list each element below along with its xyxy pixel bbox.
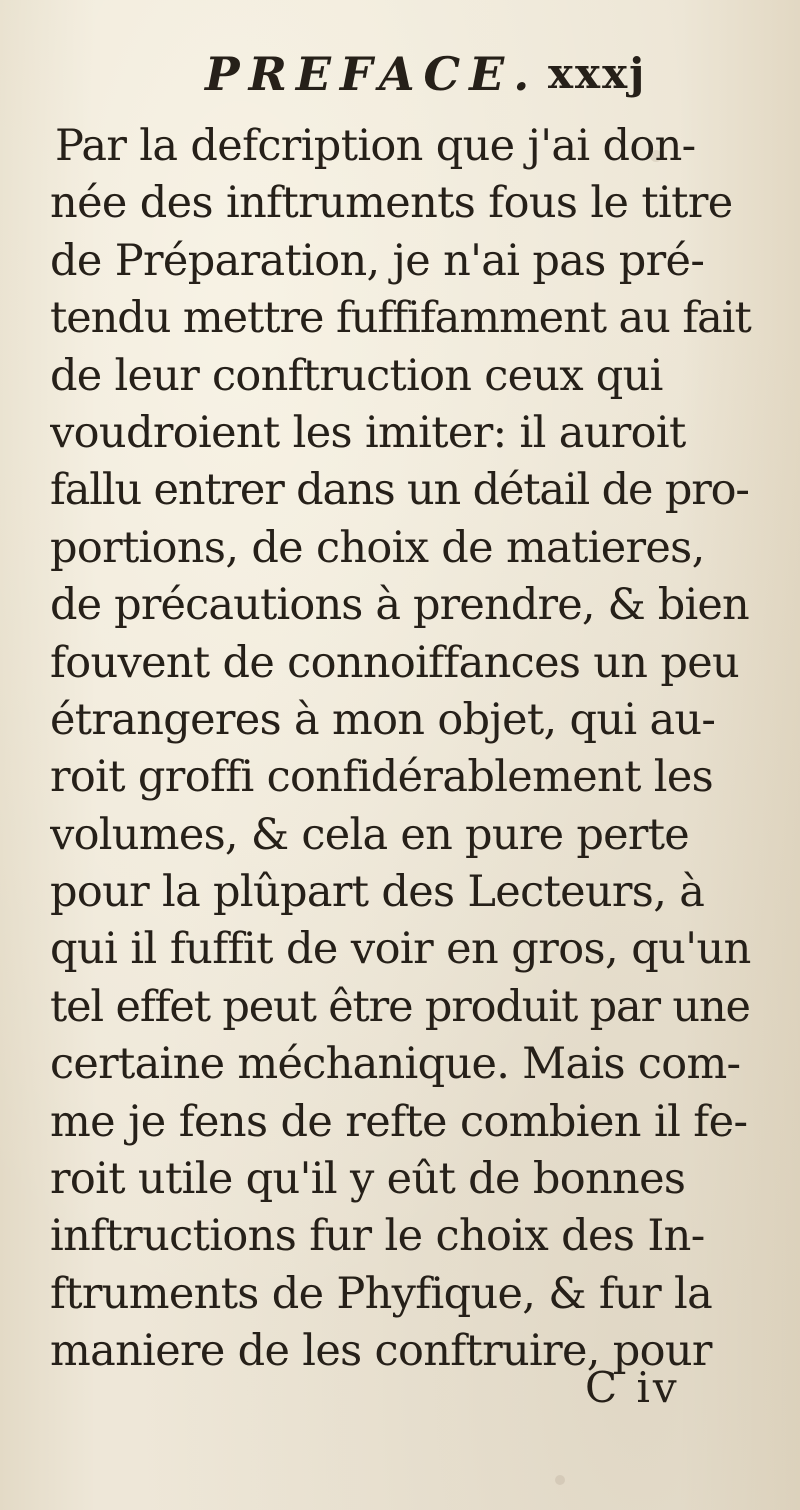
- text-line: inftructions fur le choix des In-: [50, 1211, 705, 1262]
- text-line: de Préparation, je n'ai pas pré-: [50, 235, 705, 286]
- text-line: de leur conftruction ceux qui: [50, 350, 663, 401]
- text-line: roit utile qu'il y eût de bonnes: [50, 1154, 686, 1205]
- text-line: tel effet peut être produit par une: [50, 981, 750, 1032]
- text-line: me je fens de refte combien il fe-: [50, 1096, 748, 1147]
- running-title: PREFACE.: [205, 47, 539, 101]
- text-line: maniere de les conftruire, pour: [50, 1326, 712, 1377]
- text-line: étrangeres à mon objet, qui au-: [50, 694, 716, 745]
- signature-mark: C iv: [585, 1363, 680, 1412]
- text-line: ftruments de Phyfique, & fur la: [50, 1268, 713, 1319]
- text-line: fallu entrer dans un détail de pro-: [50, 465, 749, 516]
- ink-speck: [555, 1475, 565, 1485]
- text-line: qui il fuffit de voir en gros, qu'un: [50, 924, 751, 975]
- text-line: tendu mettre fuffifamment au fait: [50, 293, 751, 344]
- page-number: xxxj: [548, 49, 647, 98]
- text-line: Par la defcription que j'ai don-: [55, 121, 696, 171]
- text-line: volumes, & cela en pure perte: [50, 809, 690, 860]
- text-line: portions, de choix de matieres,: [50, 522, 705, 573]
- body-text: [0, 118, 800, 1381]
- text-line: certaine méchanique. Mais com-: [50, 1039, 741, 1090]
- text-line: roit groffi confidérablement les: [50, 752, 714, 803]
- running-header: [0, 44, 800, 104]
- text-line: voudroient les imiter: il auroit: [50, 407, 686, 458]
- text-line: fouvent de connoiffances un peu: [50, 637, 740, 688]
- text-line: pour la plûpart des Lecteurs, à: [50, 867, 705, 918]
- text-line: de précautions à prendre, & bien: [50, 580, 749, 631]
- text-line: née des inftruments fous le titre: [50, 178, 733, 229]
